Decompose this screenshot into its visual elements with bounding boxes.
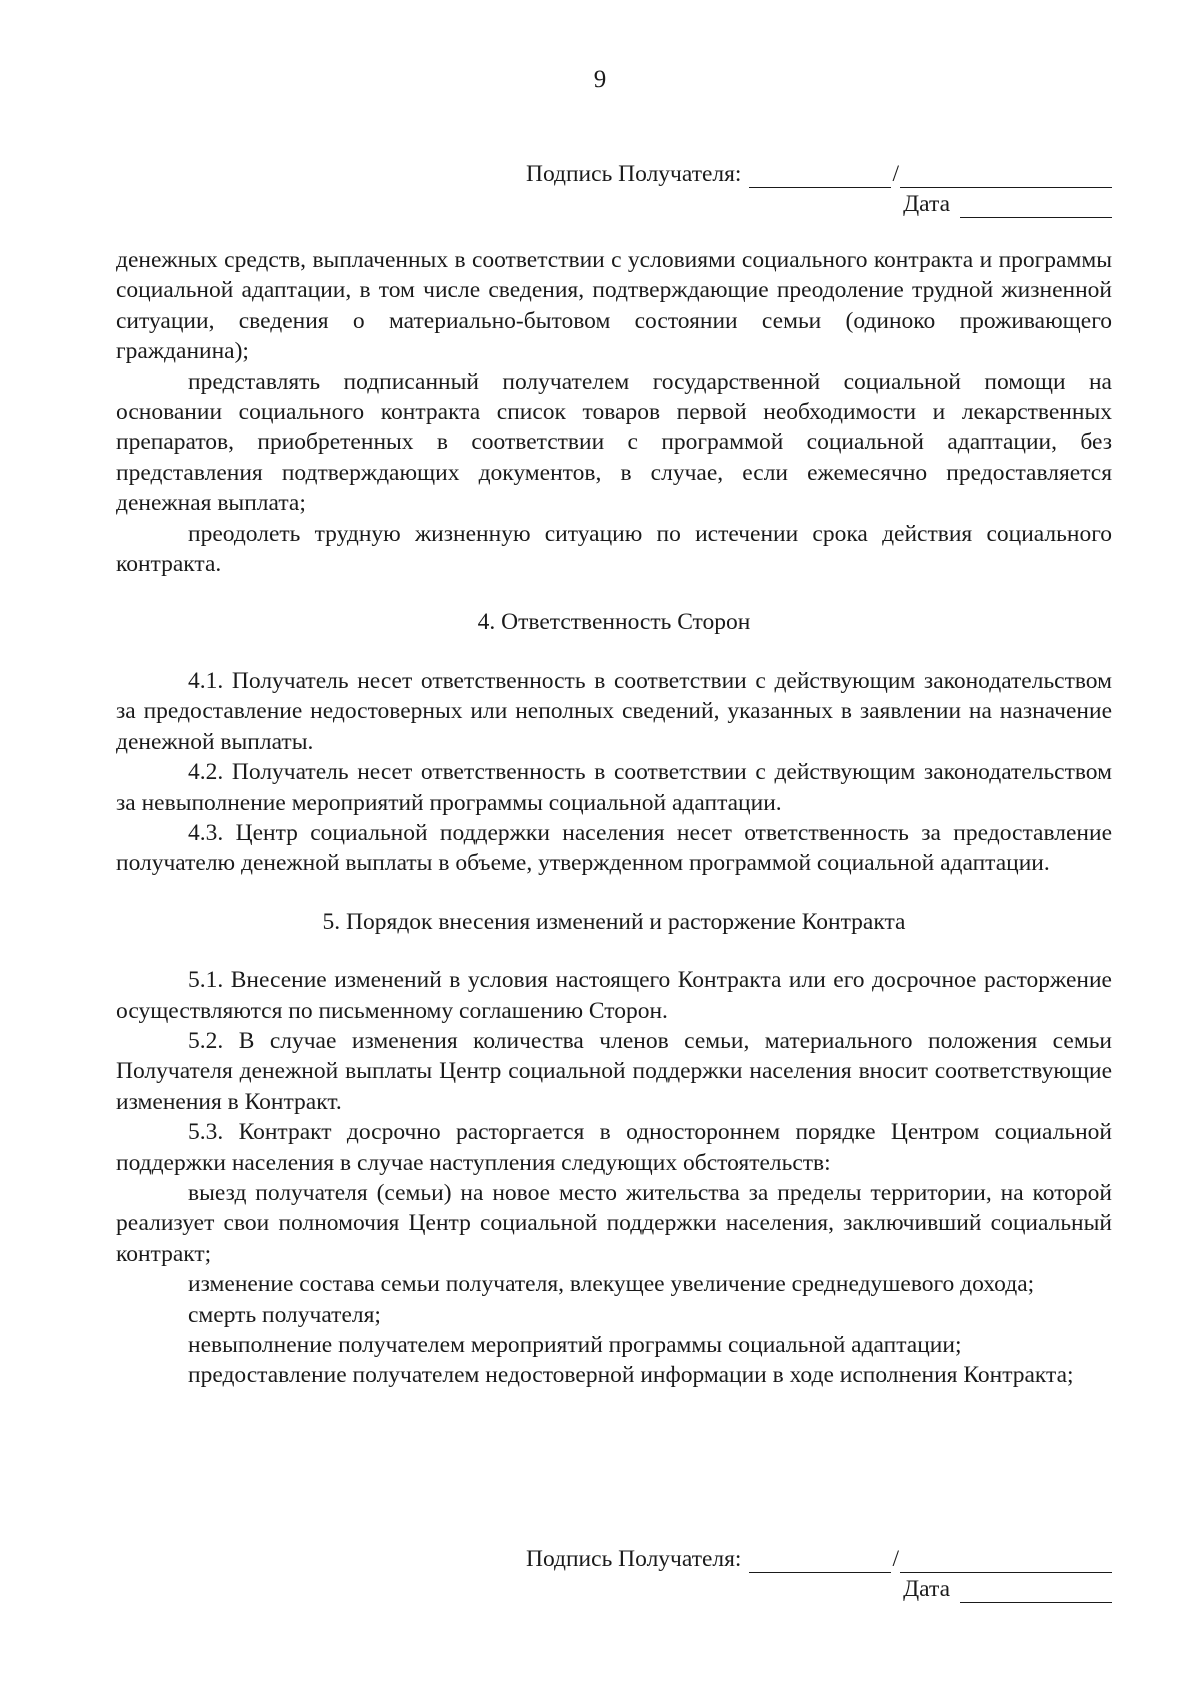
paragraph: денежных средств, выплаченных в соответствии с условиями социального контракта и программы социальной адаптации, в том числе сведения, подтверждающие преодоление трудной жизненной ситуации, сведения о материально-бытовом состоянии семьи (одиноко проживающего гражданина); [116, 247, 1112, 365]
section-5-title: 5. Порядок внесения изменений и расторжение Контракта [322, 908, 906, 935]
date-line [472, 1573, 1112, 1603]
document-body [116, 245, 1112, 1391]
signature-name-blank [900, 165, 1112, 188]
signature-blank [749, 1550, 891, 1573]
signature-label: Подпись Получателя: [525, 1546, 742, 1572]
section-5-item: изменение состава семьи получателя, влекущее увеличение среднедушевого дохода; [188, 1271, 1035, 1298]
section-4-item: 4.1. Получатель несет ответственность в соответствии с действующим законодательством за предоставление недостоверных или неполных сведений, указанных в заявлении на назначение денежной выплаты. [116, 667, 1112, 755]
signature-label: Подпись Получателя: [525, 161, 742, 187]
section-5-item: предоставление получателем недостоверной информации в ходе исполнения Контракта; [188, 1362, 1074, 1389]
date-label: Дата [903, 1576, 950, 1602]
signature-slash: / [892, 1546, 899, 1572]
signature-line [472, 156, 1112, 188]
signature-block-top [472, 156, 1112, 218]
section-5-item: 5.2. В случае изменения количества членов семьи, материального положения семьи Получателя денежной выплаты Центр социальной поддержки населения вносит соответствующие изменения в Контракт. [116, 1027, 1112, 1115]
date-label: Дата [903, 191, 950, 217]
date-blank [960, 195, 1112, 218]
paragraph: преодолеть трудную жизненную ситуацию по истечении срока действия социального контракта. [116, 520, 1112, 578]
signature-line [472, 1541, 1112, 1573]
page-number: 9 [593, 66, 607, 93]
date-blank [960, 1580, 1112, 1603]
signature-slash: / [892, 161, 899, 187]
signature-name-blank [900, 1550, 1112, 1573]
date-line [472, 188, 1112, 218]
section-5-item: невыполнение получателем мероприятий программы социальной адаптации; [188, 1332, 962, 1358]
signature-block-bottom [472, 1541, 1112, 1603]
section-4-item: 4.2. Получатель несет ответственность в соответствии с действующим законодательством за невыполнение мероприятий программы социальной адаптации. [116, 759, 1112, 816]
section-4-title: 4. Ответственность Сторон [477, 609, 751, 636]
section-5-item: смерть получателя; [188, 1301, 381, 1328]
signature-blank [749, 165, 891, 188]
section-5-item: выезд получателя (семьи) на новое место жительства за пределы территории, на которой реализует свои полномочия Центр социальной поддержки населения, заключивший социальный контракт; [116, 1179, 1112, 1267]
section-5-item: 5.3. Контракт досрочно расторгается в одностороннем порядке Центром социальной поддержки населения в случае наступления следующих обстоятельств: [116, 1119, 1112, 1176]
section-5-item: 5.1. Внесение изменений в условия настоящего Контракта или его досрочное расторжение осуществляются по письменному соглашению Сторон. [116, 967, 1112, 1024]
section-4-item: 4.3. Центр социальной поддержки населения несет ответственность за предоставление получателю денежной выплаты в объеме, утвержденном программой социальной адаптации. [116, 819, 1112, 877]
paragraph: представлять подписанный получателем государственной социальной помощи на основании социального контракта список товаров первой необходимости и лекарственных препаратов, приобретенных в соответствии с программой социальной адаптации, без представления подтверждающих документов, в случае, если ежемесячно предоставляется денежная выплата; [116, 368, 1112, 517]
